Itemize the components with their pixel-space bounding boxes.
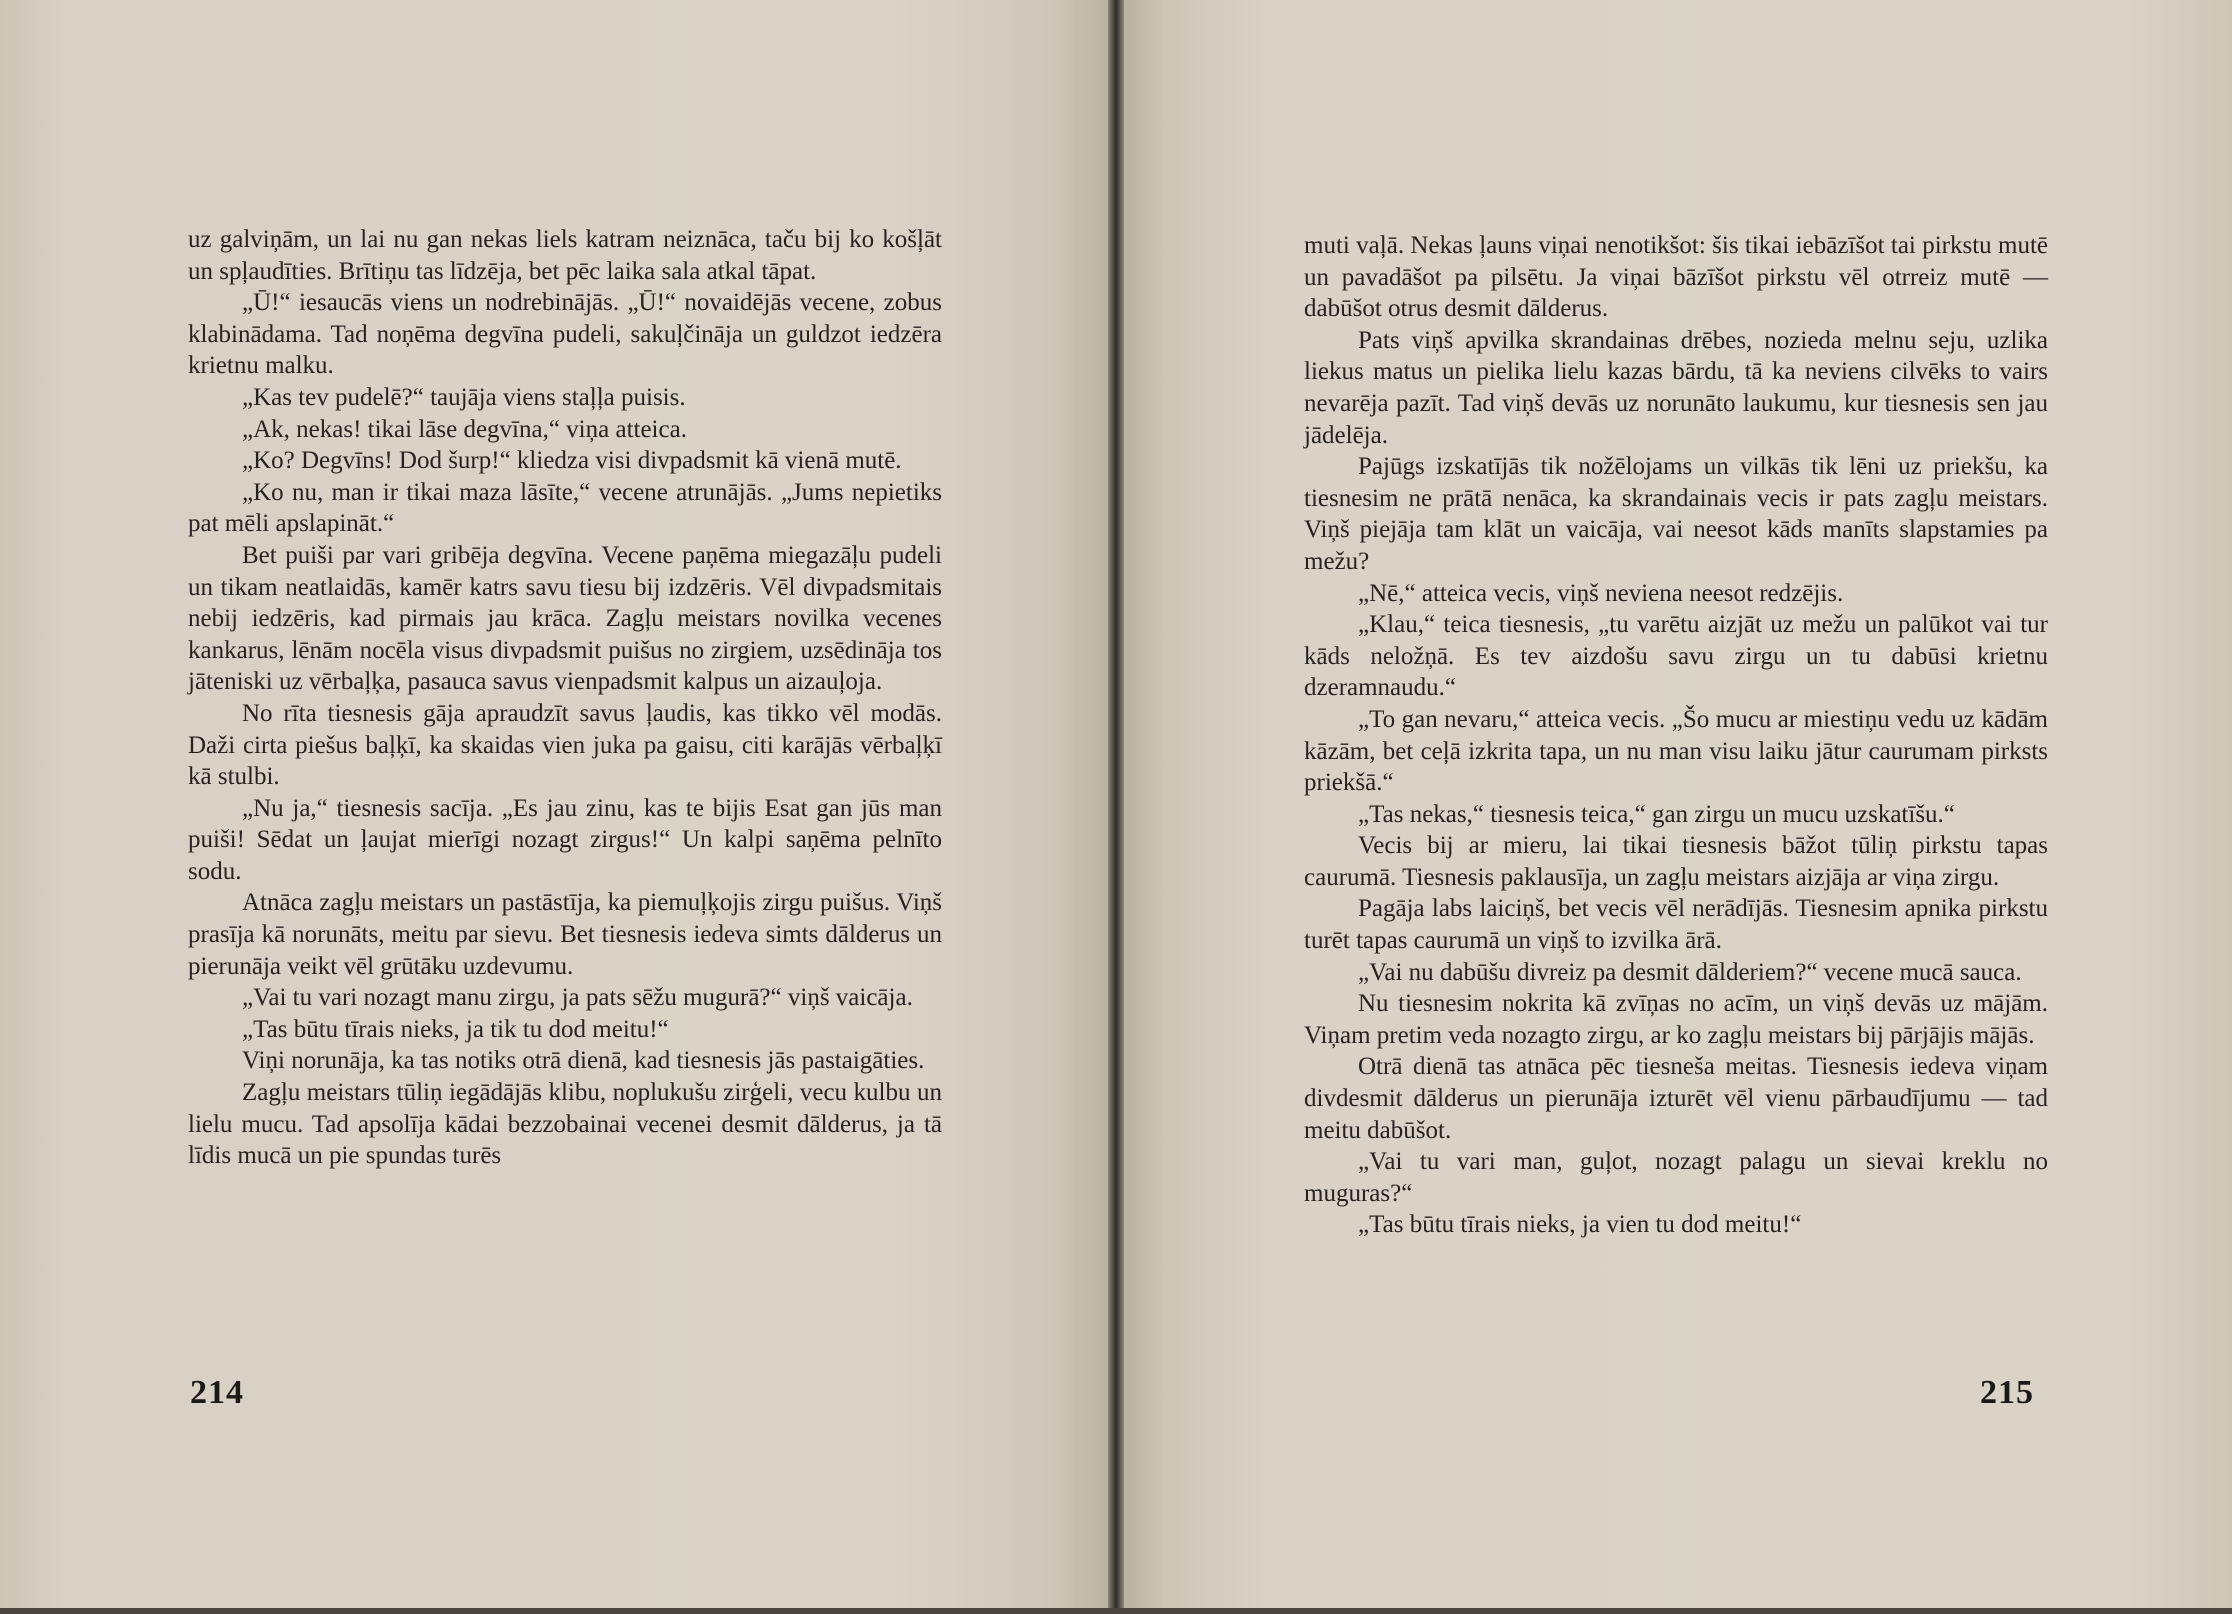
paragraph: „Tas būtu tīrais nieks, ja vien tu dod meitu!“ — [1358, 1211, 1802, 1239]
paragraph: „Vai tu vari nozagt manu zirgu, ja pats sēžu mugurā?“ viņš vaicāja. — [242, 984, 913, 1012]
paragraph: Nu tiesnesim nokrita kā zvīņas no acīm, un viņš devās uz mājām. Viņam pretim veda nozagto zirgu, ar ko zagļu meistars bij pārjājis mājās. — [1304, 990, 2048, 1049]
paragraph: Pats viņš apvilka skrandainas drēbes, nozieda melnu seju, uzlika liekus matus un pielika lielu kazas bārdu, tā ka neviens cilvēks to vairs nevarēja pazīt. Tad viņš devās uz norunāto laukumu, kur tiesnesis sen jau jādelēja. — [1304, 326, 2048, 449]
paragraph: „Klau,“ teica tiesnesis, „tu varētu aizjāt uz mežu un palūkot vai tur kāds neložņā. Es tev aizdošu savu zirgu un tu dabūsi krietnu dzeramnaudu.“ — [1304, 611, 2048, 702]
paragraph: „Kas tev pudelē?“ taujāja viens staļļa puisis. — [242, 383, 686, 411]
book-gutter — [1108, 0, 1124, 1614]
left-page-text — [188, 224, 942, 1172]
paragraph: „Ū!“ iesaucās viens un nodrebinājās. „Ū!“ novaidējās vecene, zobus klabinādama. Tad noņēma degvīna pudeli, sakuļčināja un guldzot iedzēra krietnu malku. — [188, 289, 942, 380]
paragraph: „Ko nu, man ir tikai maza lāsīte,“ vecene atrunājās. „Jums nepietiks pat mēli apslapināt.“ — [188, 478, 942, 538]
paragraph: Otrā dienā tas atnāca pēc tiesneša meitas. Tiesnesis iedeva viņam divdesmit dālderus un pierunāja izturēt vēl vienu pārbaudījumu — tad meitu dabūšot. — [1304, 1053, 2048, 1144]
page-number-right: 215 — [1980, 1374, 2034, 1411]
paragraph: „To gan nevaru,“ atteica vecis. „Šo mucu ar miestiņu vedu uz kādām kāzām, bet ceļā izkrita tapa, un nu man visu laiku jātur caurumam pirksts priekšā.“ — [1304, 705, 2048, 797]
paragraph: Viņi norunāja, ka tas notiks otrā dienā, kad tiesnesis jās pastaigāties. — [242, 1047, 925, 1075]
scan-edge-bottom — [0, 1608, 2232, 1614]
paragraph: Atnāca zagļu meistars un pastāstīja, ka piemuļķojis zirgu puišus. Viņš prasīja kā norunāts, meitu par sievu. Bet tiesnesis iedeva simts dālderus un pierunāja veikt vēl grūtāku uzdevumu. — [188, 889, 942, 980]
paragraph: „Ak, nekas! tikai lāse degvīna,“ viņa atteica. — [242, 415, 687, 443]
paragraph: No rīta tiesnesis gāja apraudzīt savus ļaudis, kas tikko vēl modās. Daži cirta piešus baļķī, ka skaidas vien juka pa gaisu, citi karājās vērbaļķī kā stulbi. — [188, 699, 942, 791]
paragraph: „Nē,“ atteica vecis, viņš neviena neesot redzējis. — [1358, 579, 1844, 607]
paragraph: „Ko? Degvīns! Dod šurp!“ kliedza visi divpadsmit kā vienā mutē. — [242, 447, 902, 475]
paragraph: uz galviņām, un lai nu gan nekas liels katram neiznāca, taču bij ko košļāt un spļaudīties. Brītiņu tas līdzēja, bet pēc laika sala atkal tāpat. — [188, 226, 942, 285]
paragraph: „Vai nu dabūšu divreiz pa desmit dālderiem?“ vecene mucā sauca. — [1358, 958, 2022, 986]
left-page — [0, 0, 1112, 1614]
right-page — [1120, 0, 2232, 1614]
paragraph: Vecis bij ar mieru, lai tikai tiesnesis bāžot tūliņ pirkstu tapas caurumā. Tiesnesis paklausīja, un zagļu meistars aizjāja ar viņa zirgu. — [1304, 832, 2048, 891]
page-number-left: 214 — [190, 1374, 244, 1411]
paragraph: „Nu ja,“ tiesnesis sacīja. „Es jau zinu, kas te bijis Esat gan jūs man puiši! Sēdat un ļaujat mierīgi nozagt zirgus!“ Un kalpi saņēma pelnīto sodu. — [188, 794, 942, 885]
paragraph: Bet puiši par vari gribēja degvīna. Vecene paņēma miegazāļu pudeli un tikam neatlaidās, kamēr katrs savu tiesu bij izdzēris. Vēl divpadsmitais nebij iedzēris, kad pirmais jau krāca. Zagļu meistars novilka vecenes kankarus, lēnām nocēla visus divpadsmit puišus no zirgiem, uzsēdināja tos jāteniski uz vērbaļķa, pasauca savus vienpadsmit kalpus un aizauļoja. — [188, 541, 942, 696]
paragraph: „Vai tu vari man, guļot, nozagt palagu un sievai kreklu no muguras?“ — [1304, 1148, 2048, 1207]
paragraph: Pajūgs izskatījās tik nožēlojams un vilkās tik lēni uz priekšu, ka tiesnesim ne prātā nenāca, ka skrandainais vecis ir pats zagļu meistars. Viņš piejāja tam klāt un vaicāja, vai neesot kāds manīts slapstamies pa mežu? — [1304, 453, 2048, 575]
right-page-text — [1304, 230, 2048, 1241]
paragraph: „Tas nekas,“ tiesnesis teica,“ gan zirgu un mucu uzskatīšu.“ — [1358, 800, 1955, 828]
paragraph: „Tas būtu tīrais nieks, ja tik tu dod meitu!“ — [242, 1015, 669, 1043]
paragraph: muti vaļā. Nekas ļauns viņai nenotikšot: šis tikai iebāzīšot tai pirkstu mutē un pavadāšot pa pilsētu. Ja viņai bāzīšot pirkstu vēl otrreiz mutē — dabūšot otrus desmit dālderus. — [1304, 232, 2048, 323]
paragraph: Zagļu meistars tūliņ iegādājās klibu, noplukušu zirģeli, vecu kulbu un lielu mucu. Tad apsolīja kādai bezzobainai vecenei desmit dālderus, ja tā līdis mucā un pie spundas turēs — [188, 1079, 942, 1170]
paragraph: Pagāja labs laiciņš, bet vecis vēl nerādījās. Tiesnesim apnika pirkstu turēt tapas caurumā un viņš to izvilka ārā. — [1304, 895, 2048, 955]
